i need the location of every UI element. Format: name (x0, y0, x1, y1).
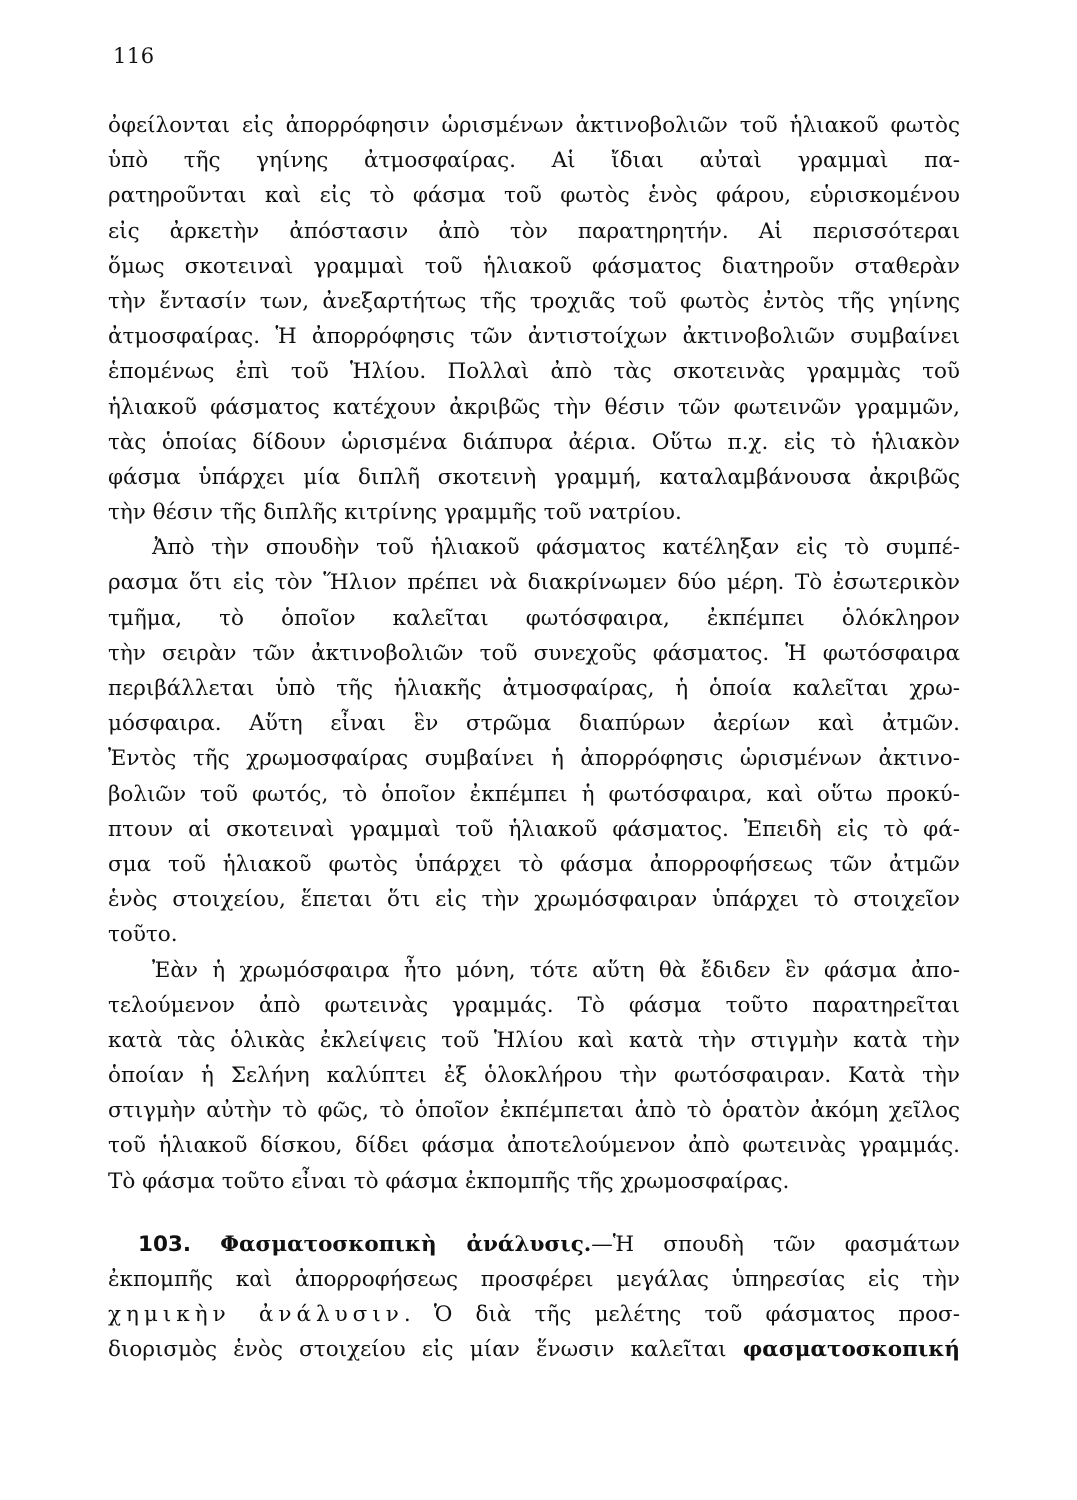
text-line: τελούμενον ἀπὸ φωτεινὰς γραμμάς. Τὸ φάσμα τοῦτο παρατηρεῖται (108, 992, 960, 1018)
text-line: ρασμα ὅτι εἰς τὸν Ἥλιον πρέπει νὰ διακρίνωμεν δύο μέρη. Τὸ ἐσωτερικὸν (108, 570, 960, 596)
text-line: ὑπὸ τῆς γηίνης ἀτμοσφαίρας. Αἱ ἴδιαι αὐταὶ γραμμαὶ πα- (108, 148, 960, 174)
text-line: εἰς ἀρκετὴν ἀπόστασιν ἀπὸ τὸν παρατηρητήν. Αἱ περισσότεραι (108, 218, 960, 244)
text-line: βολιῶν τοῦ φωτός, τὸ ὁποῖον ἐκπέμπει ἡ φωτόσφαιρα, καὶ οὕτω προκύ- (108, 781, 960, 807)
text-line: ἡλιακοῦ φάσματος κατέχουν ἀκριβῶς τὴν θέσιν τῶν φωτεινῶν γραμμῶν, (108, 394, 960, 420)
text-line: ἐκπομπῆς καὶ ἀπορροφήσεως προσφέρει μεγάλας ὑπηρεσίας εἰς τὴν (108, 1267, 960, 1292)
body-text (108, 108, 960, 1368)
section-title: Φασματοσκοπικὴ ἀνάλυσις. (220, 1231, 592, 1257)
section-heading-line (108, 1227, 960, 1262)
text-line: σμα τοῦ ἡλιακοῦ φωτὸς ὑπάρχει τὸ φάσμα ἀπορροφήσεως τῶν ἀτμῶν (108, 851, 960, 877)
text-line: τὴν σειρὰν τῶν ἀκτινοβολιῶν τοῦ συνεχοῦς φάσματος. Ἡ φωτόσφαιρα (108, 640, 960, 666)
bold-term: φασματοσκοπική (742, 1337, 960, 1363)
section-number: 103. (138, 1231, 192, 1257)
text-line: ἑνὸς στοιχείου, ἕπεται ὅτι εἰς τὴν χρωμόσφαιραν ὑπάρχει τὸ στοιχεῖον (108, 887, 960, 913)
section-line-1-rest: —Ἡ σπουδὴ τῶν φασμάτων (591, 1231, 960, 1257)
text-line (108, 1297, 960, 1332)
text-line: Τὸ φάσμα τοῦτο εἶναι τὸ φάσμα ἐκπομπῆς τῆς χρωμοσφαίρας. (108, 1168, 790, 1194)
text-line: Ἐὰν ἡ χρωμόσφαιρα ἦτο μόνη, τότε αὕτη θὰ ἔδιδεν ἓν φάσμα ἀπο- (152, 957, 960, 983)
text-line: ἑπομένως ἐπὶ τοῦ Ἡλίου. Πολλαὶ ἀπὸ τὰς σκοτεινὰς γραμμὰς τοῦ (108, 359, 960, 385)
text-line: κατὰ τὰς ὁλικὰς ἐκλείψεις τοῦ Ἡλίου καὶ κατὰ τὴν στιγμὴν κατὰ τὴν (108, 1027, 960, 1053)
text-line: τμῆμα, τὸ ὁποῖον καλεῖται φωτόσφαιρα, ἐκπέμπει ὁλόκληρον (108, 605, 960, 631)
text-line: φάσμα ὑπάρχει μία διπλῆ σκοτεινὴ γραμμή, καταλαμβάνουσα ἀκριβῶς (108, 464, 960, 490)
text-line: τοῦτο. (108, 922, 178, 948)
section-line-4-start: διορισμὸς ἑνὸς στοιχείου εἰς μίαν ἕνωσιν καλεῖται (108, 1337, 727, 1363)
text-line: ὀφείλονται εἰς ἀπορρόφησιν ὡρισμένων ἀκτινοβολιῶν τοῦ ἡλιακοῦ φωτὸς (108, 113, 960, 138)
text-line: πτουν αἱ σκοτειναὶ γραμμαὶ τοῦ ἡλιακοῦ φάσματος. Ἐπειδὴ εἰς τὸ φά- (108, 816, 960, 842)
text-line: τοῦ ἡλιακοῦ δίσκου, δίδει φάσμα ἀποτελούμενον ἀπὸ φωτεινὰς γραμμάς. (108, 1133, 960, 1159)
paragraph-3 (108, 953, 960, 1199)
text-line: περιβάλλεται ὑπὸ τῆς ἡλιακῆς ἀτμοσφαίρας, ἡ ὁποία καλεῖται χρω- (108, 676, 960, 701)
section-line-3-rest: . Ὁ διὰ τῆς μελέτης τοῦ φάσματος προσ- (403, 1302, 960, 1328)
section-gap (108, 1199, 960, 1227)
paragraph-1 (108, 108, 960, 530)
text-line (108, 1332, 960, 1367)
text-line: ὁποίαν ἡ Σελήνη καλύπτει ἐξ ὁλοκλήρου τὴν φωτόσφαιραν. Κατὰ τὴν (108, 1063, 960, 1089)
text-line: ἀτμοσφαίρας. Ἡ ἀπορρόφησις τῶν ἀντιστοίχων ἀκτινοβολιῶν συμβαίνει (108, 324, 960, 350)
text-line: Ἐντὸς τῆς χρωμοσφαίρας συμβαίνει ἡ ἀπορρόφησις ὡρισμένων ἀκτινο- (108, 746, 960, 772)
text-line: τὰς ὁποίας δίδουν ὡρισμένα διάπυρα ἀέρια. Οὕτω π.χ. εἰς τὸ ἡλιακὸν (108, 429, 960, 455)
text-line: τὴν θέσιν τῆς διπλῆς κιτρίνης γραμμῆς τοῦ νατρίου. (108, 500, 682, 526)
text-line: τὴν ἔντασίν των, ἀνεξαρτήτως τῆς τροχιᾶς τοῦ φωτὸς ἐντὸς τῆς γηίνης (108, 288, 960, 314)
spaced-term: χημικὴν ἀνάλυσιν (108, 1302, 404, 1328)
paragraph-2 (108, 530, 960, 952)
page-number: 116 (113, 44, 155, 68)
text-line: ὅμως σκοτειναὶ γραμμαὶ τοῦ ἡλιακοῦ φάσματος διατηροῦν σταθερὰν (108, 253, 960, 279)
text-line: στιγμὴν αὐτὴν τὸ φῶς, τὸ ὁποῖον ἐκπέμπεται ἀπὸ τὸ ὁρατὸν ἀκόμη χεῖλος (108, 1098, 960, 1124)
text-line: μόσφαιρα. Αὕτη εἶναι ἓν στρῶμα διαπύρων ἀερίων καὶ ἀτμῶν. (108, 711, 960, 737)
text-line: ρατηροῦνται καὶ εἰς τὸ φάσμα τοῦ φωτὸς ἑνὸς φάρου, εὑρισκομένου (108, 183, 960, 209)
text-line: Ἀπὸ τὴν σπουδὴν τοῦ ἡλιακοῦ φάσματος κατέληξαν εἰς τὸ συμπέ- (152, 535, 960, 561)
section-103 (108, 1227, 960, 1368)
